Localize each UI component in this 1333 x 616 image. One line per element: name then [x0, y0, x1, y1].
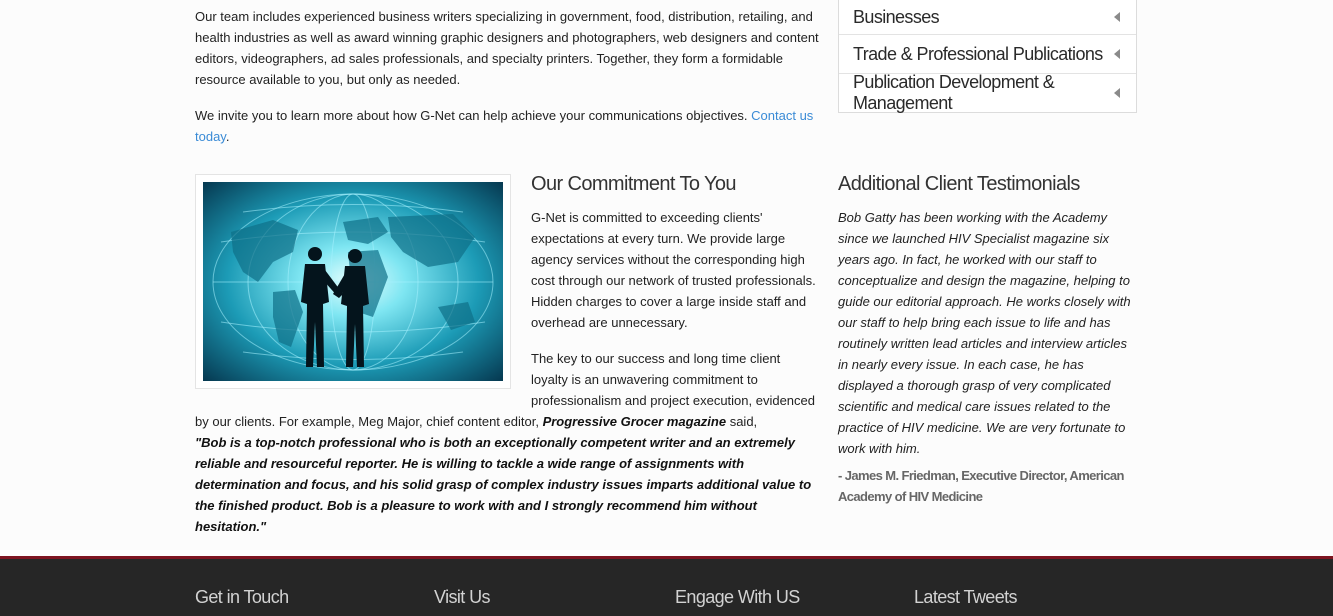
invite-paragraph: We invite you to learn more about how G-Net can help achieve your communications objectives. Contact us today.	[195, 108, 814, 144]
testimonial-text: Bob Gatty has been working with the Academy since we launched HIV Specialist magazine six years ago. In fact, he worked with our staff to conceptualize and design the magazine, helping to guide our editorial approach. He works closely with our staff to help bring each issue to life and has routinely written lead articles and interview articles in nearly every issue. In each case, he has displayed a thorough grasp of very complicated scientific and medical care issues related to the practice of HIV medicine. We are very fortunate to work with him.	[838, 210, 1131, 456]
client-quote: "Bob is a top-notch professional who is both an exceptionally competent writer and an extremely reliable and resourceful reporter. He is willing to tackle a wide range of assignments with determination and focus, and his solid grasp of complex industry issues imparts additional value to the finished product. Bob is a pleasure to work with and I strongly recommend him without hesitation."	[195, 435, 812, 534]
testimonials-title: Additional Client Testimonials	[838, 173, 1080, 195]
intro-section	[195, 6, 820, 147]
commitment-title: Our Commitment To You	[531, 173, 736, 195]
footer-heading-visit-us: Visit Us	[434, 587, 490, 607]
sidebar-item-trade-publications[interactable]	[839, 34, 1136, 73]
sidebar-menu	[838, 0, 1137, 113]
publication-name: Progressive Grocer magazine	[542, 414, 727, 429]
commitment-paragraph: G-Net is committed to exceeding clients' expectations at every turn. We provide large agency services without the corresponding high cost through our network of trusted professionals. Hidden charges to cover a large inside staff and overhead are unnecessary.	[531, 210, 816, 330]
handshake-world-map-illustration	[203, 182, 503, 381]
footer-heading-get-in-touch: Get in Touch	[195, 587, 289, 607]
site-footer	[0, 556, 1333, 616]
caret-left-icon	[1114, 88, 1120, 98]
intro-paragraph: Our team includes experienced business writers specializing in government, food, distribution, retailing, and health industries as well as award winning graphic designers and photographers, web designers and content editors, videographers, ad sales professionals, and specialty printers. Together, they form a formidable resource available to you, but only as needed.	[195, 9, 819, 87]
commitment-section	[195, 172, 820, 537]
client-loyalty-paragraph: The key to our success and long time client loyalty is an unwavering commitment to professionalism and project execution, evidenced by our clients. For example, Meg Major, chief content editor, Progressive Grocer magazine said, "Bob is a top-notch professional who is both an exceptionally competent writer and an extremely reliable and resourceful reporter. He is willing to tackle a wide range of assignments with determination and focus, and his solid grasp of complex industry issues imparts additional value to the finished product. Bob is a pleasure to work with and I strongly recommend him without hesitation."	[195, 351, 816, 534]
caret-left-icon	[1114, 12, 1120, 22]
contact-us-link[interactable]: Contact us today	[195, 108, 814, 144]
footer-heading-latest-tweets: Latest Tweets	[914, 587, 1017, 607]
sidebar-item-businesses[interactable]	[839, 0, 1136, 34]
sidebar-item-label: Businesses	[853, 6, 940, 27]
sidebar-item-publication-development[interactable]	[839, 73, 1136, 112]
sidebar-item-label: Trade & Professional Publications	[853, 43, 1103, 64]
testimonial-author: - James M. Friedman, Executive Director, American Academy of HIV Medicine	[838, 468, 1124, 504]
sidebar-item-label: Publication Development & Management	[853, 72, 1055, 113]
testimonials-section	[838, 172, 1135, 507]
footer-heading-engage: Engage With US	[675, 587, 800, 607]
handshake-world-map-image	[195, 174, 511, 389]
caret-left-icon	[1114, 49, 1120, 59]
